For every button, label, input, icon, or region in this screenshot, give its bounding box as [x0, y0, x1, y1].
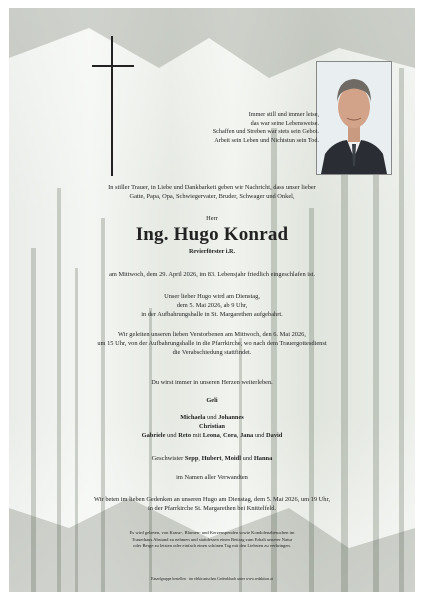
sibling-name: Hubert — [201, 455, 222, 462]
viewing-line: dem 5. Mai 2026, ab 9 Uhr, — [176, 301, 248, 309]
viewing-line: Unser lieber Hugo wird am Dienstag, — [164, 293, 260, 300]
verse-line: das war seine Lebensweise. — [250, 119, 319, 127]
viewing-info — [9, 293, 415, 320]
memory-line: Du wirst immer in unseren Herzen weiterleben. — [151, 379, 273, 386]
all-relatives: im Namen aller Verwandten — [176, 474, 248, 481]
funeral-info — [9, 331, 415, 358]
cross-icon — [92, 36, 134, 176]
sibling-name: Hanna — [253, 455, 273, 462]
funeral-line: Wir geleiten unseren lieben Verstorbenen am Mittwoch, den 6. Mai 2026, — [118, 331, 306, 338]
family-children: Michaela und Johannes Christian Gabriele und Reto mit Leona, Cora, Jana und David — [141, 414, 283, 439]
verse-line: Schaffen und Streben war stets sein Gebot. — [212, 128, 319, 136]
memorial-verse — [179, 111, 319, 146]
grandchild-name: Cora — [223, 431, 237, 439]
grandchild-name: Leona — [202, 431, 220, 439]
conjunction: und — [254, 431, 265, 439]
grandchild-name: David — [266, 431, 283, 439]
grandchild-name: Jana — [240, 431, 254, 439]
wife-name: Geli — [206, 397, 218, 404]
conjunction: und — [167, 431, 177, 439]
request-line: Es wird gebeten, von Kranz-, Blumen- und Kerzenspenden sowie Kondolenzbesuchen im — [129, 530, 295, 535]
family-wife — [9, 397, 415, 406]
deceased-portrait — [316, 61, 392, 175]
prayer-line: Wir beten im lieben Gedenken an unseren Hugo am Dienstag, dem 5. Mai 2026, um 19 Uhr, — [94, 496, 330, 503]
obituary-page — [9, 8, 415, 592]
deceased-title: Revierförster i.R. — [188, 248, 236, 255]
conjunction: und — [207, 414, 217, 421]
prayer-info — [9, 496, 415, 514]
child-name: Michaela — [180, 414, 206, 421]
siblings-label: Geschwister — [151, 455, 184, 462]
footer-note: Einzelgruppe bestellen · im elektronischen Gedenkbuch unter www.redaktion.at — [151, 577, 273, 581]
announcement-line: Gatte, Papa, Opa, Schwiegervater, Bruder, Schwager und Onkel, — [129, 192, 295, 200]
announcement-line: In stiller Trauer, in Liebe und Dankbarkeit geben wir Nachricht, dass unser lieber — [108, 184, 316, 191]
announcement — [9, 184, 415, 202]
request-line: oder Berge zu leisten oder einfach einen schönen Tag mit den Liebsten zu verbringen. — [133, 543, 291, 549]
verse-line: Immer still und immer leise, — [248, 111, 319, 118]
conjunction: und — [242, 455, 253, 462]
viewing-line: in der Aufbahrungshalle in St. Margarethen aufgebahrt. — [141, 310, 283, 318]
verse-line: Arbeit sein Leben und Nichtstun sein Tod. — [214, 137, 319, 145]
child-name: Johannes — [218, 414, 244, 421]
sibling-name: Sepp — [184, 455, 199, 462]
request-line: Trauerhaus Abstand zu nehmen und stattdessen einen Beitrag zum Erhalt unserer Natur — [131, 536, 293, 542]
family-siblings: Geschwister Sepp, Hubert, Moidl und Hanna — [151, 455, 273, 462]
salutation: Herr — [206, 215, 218, 222]
prayer-line: in der Pfarrkirche St. Margarethen bei Knittelfeld. — [147, 504, 276, 512]
death-notice: am Mittwoch, dem 29. April 2026, im 83. Lebensjahr friedlich eingeschlafen ist. — [109, 271, 315, 278]
sibling-name: Moidl — [224, 455, 242, 462]
funeral-line: die Verabschiedung stattfindet. — [172, 348, 252, 356]
relative-name: Gabriele — [141, 431, 166, 439]
relative-name: Reto — [178, 431, 192, 439]
conjunction: mit — [192, 431, 202, 439]
child-name: Christian — [199, 422, 225, 430]
funeral-line: um 15 Uhr, von der Aufbahrungshalle in die Pfarrkirche, wo nach dem Trauergottesdienst — [97, 339, 327, 347]
donation-request — [9, 530, 415, 550]
deceased-name: Ing. Hugo Konrad — [135, 224, 289, 245]
